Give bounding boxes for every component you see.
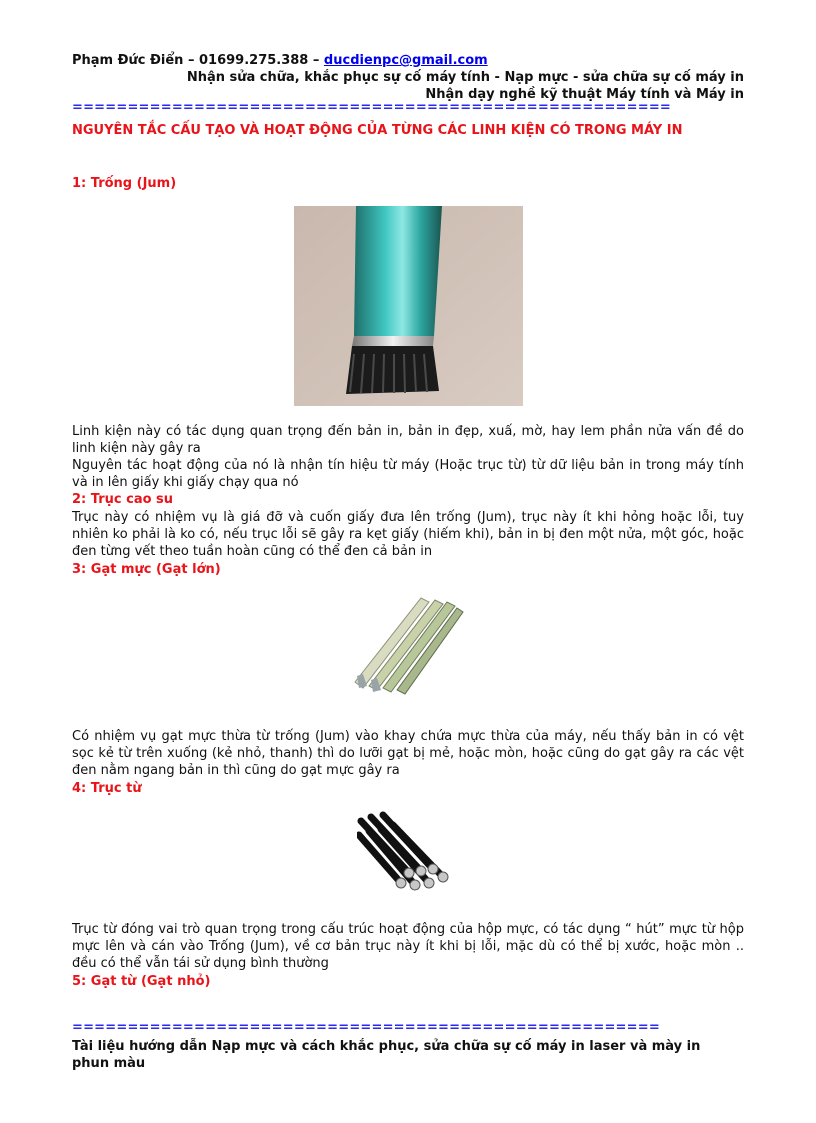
- header-separator: ======================================================: [72, 101, 671, 115]
- email-link[interactable]: ducdienpc@gmail.com: [323, 53, 488, 68]
- section-2-heading: 2: Trục cao su: [72, 492, 174, 507]
- section-4-paragraph-1: Trục từ đóng vai trò quan trọng trong cấu trúc hoạt động của hộp mực, có tác dụng “ hút” mực từ hộp mực lên và cán vào Trống (Jum), về cơ bản trục này ít khi bị lỗi, mặc dù có thể bị xước, hoặc mòn .. đều có thể vẫn tái sử dụng bình thường: [72, 922, 744, 971]
- section-2-paragraph-1: Trục này có nhiệm vụ là giá đỡ và cuốn giấy đưa lên trống (Jum), trục này ít khi hỏng hoặc lỗi, tuy nhiên ko phải là ko có, nếu trục lỗi sẽ gây ra kẹt giấy (hiếm khi), bản in bị đen một nửa, một góc, hoặc đen từng vết theo tuần hoàn cũng có thể đen cả bản in: [72, 510, 744, 559]
- section-4-heading: 4: Trục từ: [72, 781, 142, 796]
- services-line-2: Nhận dạy nghề kỹ thuật Máy tính và Máy in: [425, 87, 744, 102]
- drum-image: [294, 206, 523, 406]
- section-1-paragraph-1: Linh kiện này có tác dụng quan trọng đến bản in, bản in đẹp, xuấ, mờ, hay lem phần nửa vấn đề do linh kiện này gây ra: [72, 424, 744, 456]
- section-5-heading: 5: Gạt từ (Gạt nhỏ): [72, 974, 211, 989]
- author-line: [72, 52, 488, 69]
- section-1-paragraph-2: Nguyên tác hoạt động của nó là nhận tín hiệu từ máy (Hoặc trục từ) từ dữ liệu bản in trong máy tính và in lên giấy khi giấy chạy qua nó: [72, 458, 744, 490]
- footer-separator: =====================================================: [72, 1021, 660, 1035]
- author-info: Phạm Đức Điển – 01699.275.388 –: [72, 53, 324, 68]
- section-1-heading: 1: Trống (Jum): [72, 176, 177, 191]
- section-3-heading: 3: Gạt mực (Gạt lớn): [72, 562, 221, 577]
- footer-text: Tài liệu hướng dẫn Nạp mực và cách khắc phục, sửa chữa sự cố máy in laser và mày in phun màu: [72, 1039, 701, 1071]
- services-line-1: Nhận sửa chữa, khắc phục sự cố máy tính - Nạp mực - sửa chữa sự cố máy in: [186, 70, 744, 85]
- page-title: NGUYÊN TẮC CẤU TẠO VÀ HOẠT ĐỘNG CỦA TỪNG CÁC LINH KIỆN CÓ TRONG MÁY IN: [72, 123, 683, 138]
- section-3-paragraph-1: Có nhiệm vụ gạt mực thừa từ trống (Jum) vào khay chứa mực thừa của máy, nếu thấy bản in có vệt sọc kẻ từ trên xuống (kẻ nhỏ, thanh) thì do lưỡi gạt bị mẻ, hoặc mòn, hoặc cũng do gạt gây ra các vệt đen nằm ngang bản in thì cũng do gạt mực gây ra: [72, 729, 744, 778]
- wiper-blade-image: [351, 590, 466, 702]
- magnetic-roller-image: [357, 811, 459, 903]
